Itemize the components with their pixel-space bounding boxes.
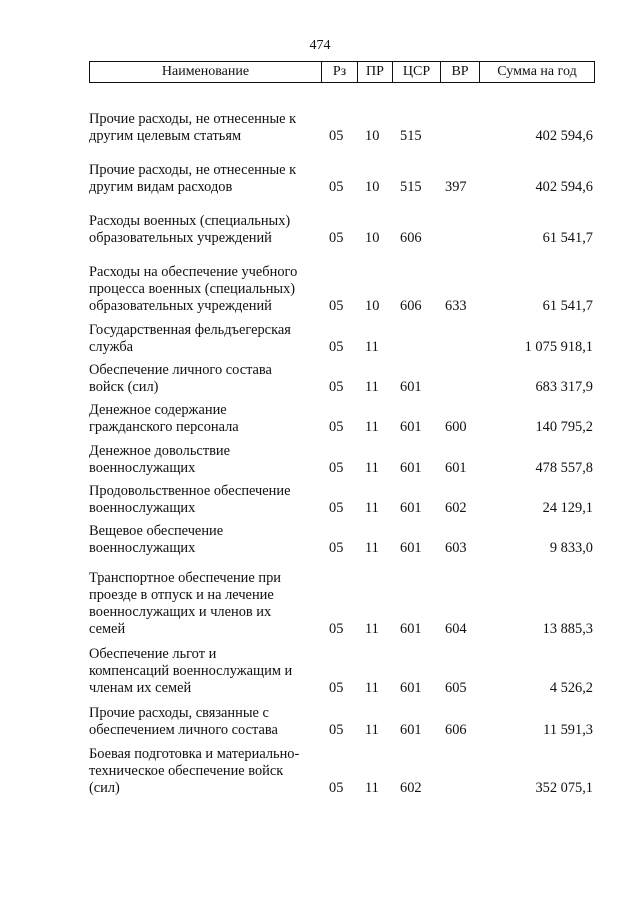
row-csr: 602	[400, 780, 422, 796]
row-csr: 515	[400, 179, 422, 195]
header-name: Наименование	[90, 62, 322, 82]
row-name: Расходы военных (специальных) образовательных учреждений	[89, 213, 291, 246]
row-pr: 11	[365, 379, 379, 395]
row-sum: 24 129,1	[542, 500, 593, 516]
row-pr: 11	[365, 680, 379, 696]
row-name: Прочие расходы, не отнесенные к другим видам расходов	[89, 162, 297, 195]
row-rz: 05	[329, 128, 344, 144]
table-row	[89, 483, 595, 517]
row-pr: 11	[365, 780, 379, 796]
row-vr: 604	[445, 621, 467, 637]
page-number: 474	[309, 38, 331, 53]
row-pr: 10	[365, 128, 380, 144]
row-vr: 606	[445, 722, 467, 738]
row-rz: 05	[329, 680, 344, 696]
table-row	[89, 705, 595, 739]
table-row	[89, 322, 595, 356]
row-rz: 05	[329, 419, 344, 435]
table-row	[89, 213, 595, 247]
row-rz: 05	[329, 621, 344, 637]
row-pr: 10	[365, 179, 380, 195]
row-name: Транспортное обеспечение при проезде в отпуск и на лечение военнослужащих и членов их семей	[89, 570, 281, 637]
row-pr: 11	[365, 500, 379, 516]
row-name: Денежное содержание гражданского персонала	[89, 402, 239, 435]
row-csr: 601	[400, 419, 422, 435]
row-csr: 601	[400, 621, 422, 637]
header-sum: Сумма на год	[497, 64, 577, 79]
row-csr: 601	[400, 680, 422, 696]
row-vr: 603	[445, 540, 467, 556]
row-rz: 05	[329, 722, 344, 738]
row-vr: 601	[445, 460, 467, 476]
row-name: Государственная фельдъегерская служба	[89, 322, 291, 355]
table-row	[89, 402, 595, 436]
row-rz: 05	[329, 339, 344, 355]
row-vr: 605	[445, 680, 467, 696]
row-name: Денежное довольствие военнослужащих	[89, 443, 230, 476]
row-pr: 11	[365, 722, 379, 738]
row-name: Прочие расходы, не отнесенные к другим целевым статьям	[89, 111, 297, 144]
header-pr: ПР	[358, 62, 393, 82]
row-name: Продовольственное обеспечение военнослужащих	[89, 483, 291, 516]
row-rz: 05	[329, 500, 344, 516]
row-rz: 05	[329, 179, 344, 195]
row-sum: 478 557,8	[535, 460, 593, 476]
row-pr: 11	[365, 419, 379, 435]
row-vr: 633	[445, 298, 467, 314]
row-pr: 11	[365, 540, 379, 556]
row-name: Обеспечение личного состава войск (сил)	[89, 362, 272, 395]
row-csr: 601	[400, 500, 422, 516]
row-rz: 05	[329, 460, 344, 476]
row-vr: 397	[445, 179, 467, 195]
row-name: Обеспечение льгот и компенсаций военнослужащим и членам их семей	[89, 646, 293, 696]
table-row	[89, 362, 595, 396]
table-row	[89, 570, 595, 638]
row-sum: 352 075,1	[535, 780, 593, 796]
row-sum: 9 833,0	[549, 540, 593, 556]
row-sum: 61 541,7	[542, 298, 593, 314]
row-pr: 11	[365, 339, 379, 355]
row-name: Вещевое обеспечение военнослужащих	[89, 523, 224, 556]
table-row	[89, 746, 595, 797]
row-name: Боевая подготовка и материально- техническое обеспечение войск (сил)	[89, 746, 300, 796]
header-vr: ВР	[441, 62, 480, 82]
row-sum: 683 317,9	[535, 379, 593, 395]
table-row	[89, 111, 595, 145]
row-vr: 600	[445, 419, 467, 435]
row-sum: 140 795,2	[535, 419, 593, 435]
table-header	[89, 61, 595, 83]
row-name: Расходы на обеспечение учебного процесса военных (специальных) образовательных учреждений	[89, 264, 298, 314]
row-csr: 606	[400, 298, 422, 314]
row-sum: 4 526,2	[549, 680, 593, 696]
row-pr: 11	[365, 460, 379, 476]
row-pr: 11	[365, 621, 379, 637]
row-sum: 61 541,7	[542, 230, 593, 246]
row-vr: 602	[445, 500, 467, 516]
row-csr: 606	[400, 230, 422, 246]
table-row	[89, 264, 595, 315]
row-name: Прочие расходы, связанные с обеспечением личного состава	[89, 705, 278, 738]
row-csr: 601	[400, 379, 422, 395]
row-csr: 515	[400, 128, 422, 144]
row-sum: 11 591,3	[543, 722, 593, 738]
table-row	[89, 162, 595, 196]
table-row	[89, 523, 595, 557]
row-rz: 05	[329, 230, 344, 246]
row-csr: 601	[400, 540, 422, 556]
row-rz: 05	[329, 780, 344, 796]
row-sum: 13 885,3	[542, 621, 593, 637]
row-csr: 601	[400, 722, 422, 738]
table-row	[89, 646, 595, 697]
header-rz: Рз	[322, 62, 358, 82]
row-sum: 402 594,6	[535, 128, 593, 144]
header-csr: ЦСР	[393, 62, 441, 82]
row-rz: 05	[329, 540, 344, 556]
row-sum: 1 075 918,1	[524, 339, 593, 355]
row-pr: 10	[365, 230, 380, 246]
row-pr: 10	[365, 298, 380, 314]
row-rz: 05	[329, 298, 344, 314]
row-csr: 601	[400, 460, 422, 476]
row-rz: 05	[329, 379, 344, 395]
table-row	[89, 443, 595, 477]
row-sum: 402 594,6	[535, 179, 593, 195]
